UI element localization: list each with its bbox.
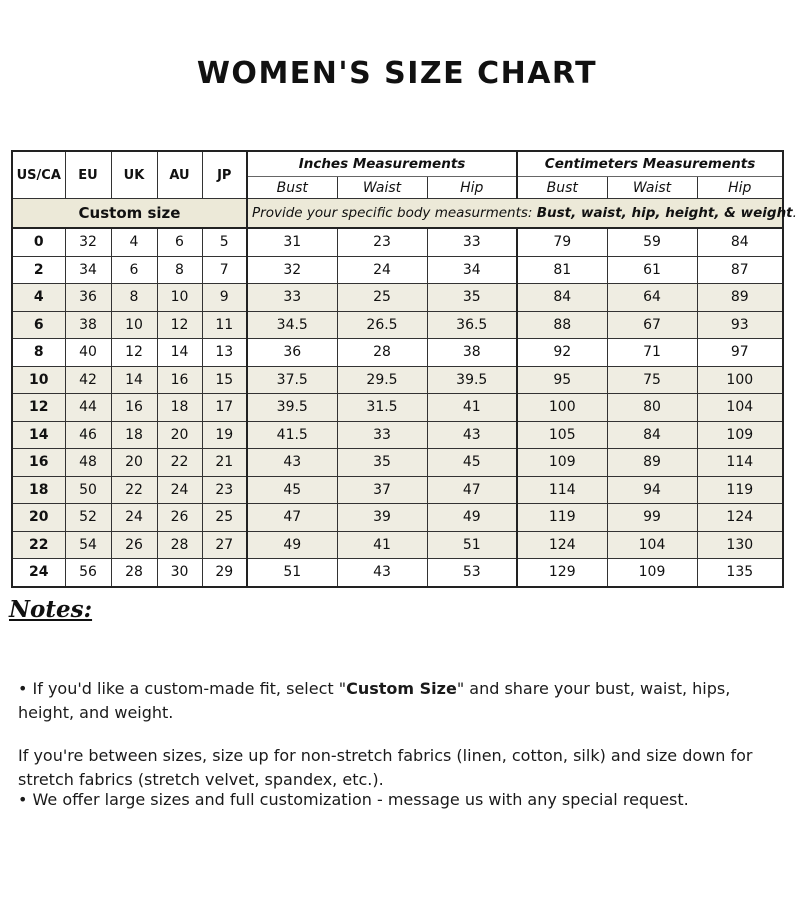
header-eu: EU xyxy=(65,151,111,199)
cell-waist-in: 31.5 xyxy=(337,394,427,422)
table-row xyxy=(12,339,783,367)
cell-us-ca: 10 xyxy=(12,366,65,394)
cell-bust-in: 47 xyxy=(247,504,337,532)
cell-uk: 28 xyxy=(111,559,157,587)
cell-hip-in: 34 xyxy=(427,256,517,284)
cell-us-ca: 18 xyxy=(12,476,65,504)
cell-bust-in: 33 xyxy=(247,284,337,312)
note-custom-fit-after: " and share your bust, waist, hips, height, and weight. xyxy=(18,679,731,722)
cell-waist-in: 23 xyxy=(337,228,427,256)
cell-eu: 48 xyxy=(65,449,111,477)
cell-waist-in: 37 xyxy=(337,476,427,504)
cell-bust-cm: 84 xyxy=(517,284,607,312)
cell-us-ca: 2 xyxy=(12,256,65,284)
custom-size-note-bold: Bust, waist, hip, height, & weight xyxy=(536,205,793,221)
cell-waist-cm: 109 xyxy=(607,559,697,587)
subheader-waist-cm: Waist xyxy=(607,177,697,199)
cell-waist-in: 25 xyxy=(337,284,427,312)
cell-bust-in: 51 xyxy=(247,559,337,587)
cell-eu: 40 xyxy=(65,339,111,367)
cell-hip-cm: 97 xyxy=(697,339,783,367)
subheader-bust-in: Bust xyxy=(247,177,337,199)
cell-jp: 29 xyxy=(202,559,247,587)
cell-us-ca: 8 xyxy=(12,339,65,367)
cell-us-ca: 24 xyxy=(12,559,65,587)
cell-bust-in: 49 xyxy=(247,531,337,559)
custom-size-note xyxy=(247,199,797,229)
cell-hip-in: 36.5 xyxy=(427,311,517,339)
cell-jp: 7 xyxy=(202,256,247,284)
cell-waist-in: 26.5 xyxy=(337,311,427,339)
cell-uk: 12 xyxy=(111,339,157,367)
cell-us-ca: 14 xyxy=(12,421,65,449)
cell-uk: 26 xyxy=(111,531,157,559)
cell-uk: 8 xyxy=(111,284,157,312)
cell-au: 28 xyxy=(157,531,202,559)
cell-waist-in: 35 xyxy=(337,449,427,477)
cell-eu: 54 xyxy=(65,531,111,559)
subheader-hip-cm: Hip xyxy=(697,177,783,199)
note-custom-fit-before: • If you'd like a custom-made fit, select " xyxy=(18,679,347,698)
cell-jp: 23 xyxy=(202,476,247,504)
cell-uk: 18 xyxy=(111,421,157,449)
size-rows xyxy=(12,228,783,587)
cell-au: 20 xyxy=(157,421,202,449)
table-row xyxy=(12,476,783,504)
cell-bust-in: 36 xyxy=(247,339,337,367)
subheader-hip-in: Hip xyxy=(427,177,517,199)
cell-waist-in: 29.5 xyxy=(337,366,427,394)
cell-hip-cm: 104 xyxy=(697,394,783,422)
cell-hip-in: 41 xyxy=(427,394,517,422)
cell-hip-in: 38 xyxy=(427,339,517,367)
header-inches-group: Inches Measurements xyxy=(247,151,517,177)
subheader-bust-cm: Bust xyxy=(517,177,607,199)
size-chart-table xyxy=(11,150,797,588)
cell-hip-in: 43 xyxy=(427,421,517,449)
cell-eu: 46 xyxy=(65,421,111,449)
cell-eu: 56 xyxy=(65,559,111,587)
custom-size-note-suffix: . xyxy=(792,205,797,221)
cell-bust-in: 39.5 xyxy=(247,394,337,422)
cell-bust-cm: 81 xyxy=(517,256,607,284)
cell-hip-cm: 130 xyxy=(697,531,783,559)
cell-us-ca: 22 xyxy=(12,531,65,559)
cell-waist-cm: 84 xyxy=(607,421,697,449)
notes-heading: Notes: xyxy=(9,596,93,623)
cell-uk: 14 xyxy=(111,366,157,394)
cell-au: 24 xyxy=(157,476,202,504)
page-title: WOMEN'S SIZE CHART xyxy=(196,56,598,91)
header-us-ca: US/CA xyxy=(12,151,65,199)
table-row xyxy=(12,256,783,284)
cell-jp: 11 xyxy=(202,311,247,339)
table-row xyxy=(12,421,783,449)
cell-waist-cm: 89 xyxy=(607,449,697,477)
cell-bust-in: 43 xyxy=(247,449,337,477)
cell-au: 10 xyxy=(157,284,202,312)
table-row xyxy=(12,531,783,559)
cell-au: 18 xyxy=(157,394,202,422)
cell-uk: 6 xyxy=(111,256,157,284)
cell-au: 26 xyxy=(157,504,202,532)
cell-bust-cm: 95 xyxy=(517,366,607,394)
cell-bust-cm: 92 xyxy=(517,339,607,367)
cell-hip-in: 45 xyxy=(427,449,517,477)
cell-bust-cm: 79 xyxy=(517,228,607,256)
cell-hip-cm: 93 xyxy=(697,311,783,339)
cell-jp: 25 xyxy=(202,504,247,532)
table-row xyxy=(12,504,783,532)
cell-us-ca: 20 xyxy=(12,504,65,532)
cell-waist-in: 33 xyxy=(337,421,427,449)
cell-au: 30 xyxy=(157,559,202,587)
cell-bust-cm: 109 xyxy=(517,449,607,477)
cell-hip-cm: 124 xyxy=(697,504,783,532)
cell-bust-in: 37.5 xyxy=(247,366,337,394)
note-custom-size-bold: Custom Size xyxy=(346,679,457,698)
table-row xyxy=(12,366,783,394)
cell-waist-in: 39 xyxy=(337,504,427,532)
table-row xyxy=(12,311,783,339)
custom-size-note-prefix: Provide your specific body measurments: xyxy=(252,205,537,221)
cell-eu: 50 xyxy=(65,476,111,504)
cell-jp: 15 xyxy=(202,366,247,394)
cell-bust-cm: 119 xyxy=(517,504,607,532)
cell-hip-in: 47 xyxy=(427,476,517,504)
cell-hip-in: 51 xyxy=(427,531,517,559)
header-jp: JP xyxy=(202,151,247,199)
cell-hip-cm: 119 xyxy=(697,476,783,504)
cell-waist-in: 28 xyxy=(337,339,427,367)
subheader-waist-in: Waist xyxy=(337,177,427,199)
cell-au: 16 xyxy=(157,366,202,394)
cell-bust-cm: 114 xyxy=(517,476,607,504)
cell-eu: 38 xyxy=(65,311,111,339)
cell-waist-in: 43 xyxy=(337,559,427,587)
cell-us-ca: 16 xyxy=(12,449,65,477)
cell-jp: 9 xyxy=(202,284,247,312)
cell-bust-cm: 88 xyxy=(517,311,607,339)
cell-waist-in: 41 xyxy=(337,531,427,559)
header-au: AU xyxy=(157,151,202,199)
cell-waist-cm: 80 xyxy=(607,394,697,422)
cell-hip-in: 33 xyxy=(427,228,517,256)
cell-hip-cm: 87 xyxy=(697,256,783,284)
cell-us-ca: 6 xyxy=(12,311,65,339)
header-uk: UK xyxy=(111,151,157,199)
cell-eu: 32 xyxy=(65,228,111,256)
cell-waist-cm: 67 xyxy=(607,311,697,339)
custom-size-label: Custom size xyxy=(12,199,247,229)
table-row xyxy=(12,228,783,256)
cell-hip-cm: 100 xyxy=(697,366,783,394)
cell-hip-cm: 114 xyxy=(697,449,783,477)
cell-uk: 24 xyxy=(111,504,157,532)
cell-hip-in: 39.5 xyxy=(427,366,517,394)
cell-jp: 27 xyxy=(202,531,247,559)
cell-bust-in: 45 xyxy=(247,476,337,504)
cell-jp: 21 xyxy=(202,449,247,477)
cell-eu: 42 xyxy=(65,366,111,394)
cell-hip-cm: 135 xyxy=(697,559,783,587)
cell-bust-cm: 100 xyxy=(517,394,607,422)
cell-jp: 5 xyxy=(202,228,247,256)
cell-bust-in: 41.5 xyxy=(247,421,337,449)
cell-au: 6 xyxy=(157,228,202,256)
cell-jp: 17 xyxy=(202,394,247,422)
cell-hip-cm: 89 xyxy=(697,284,783,312)
cell-uk: 20 xyxy=(111,449,157,477)
cell-au: 14 xyxy=(157,339,202,367)
header-row xyxy=(12,151,783,177)
table-row xyxy=(12,449,783,477)
cell-uk: 4 xyxy=(111,228,157,256)
cell-waist-cm: 75 xyxy=(607,366,697,394)
cell-uk: 16 xyxy=(111,394,157,422)
cell-eu: 36 xyxy=(65,284,111,312)
cell-waist-cm: 104 xyxy=(607,531,697,559)
note-large-sizes: • We offer large sizes and full customization - message us with any special request. xyxy=(18,790,689,809)
cell-eu: 34 xyxy=(65,256,111,284)
cell-waist-cm: 59 xyxy=(607,228,697,256)
cell-bust-in: 31 xyxy=(247,228,337,256)
cell-hip-in: 35 xyxy=(427,284,517,312)
cell-jp: 13 xyxy=(202,339,247,367)
table-row xyxy=(12,559,783,587)
note-custom-fit xyxy=(18,677,788,725)
cell-us-ca: 0 xyxy=(12,228,65,256)
cell-bust-in: 32 xyxy=(247,256,337,284)
cell-au: 12 xyxy=(157,311,202,339)
header-centimeters-group: Centimeters Measurements xyxy=(517,151,783,177)
cell-us-ca: 12 xyxy=(12,394,65,422)
cell-hip-in: 49 xyxy=(427,504,517,532)
cell-waist-cm: 61 xyxy=(607,256,697,284)
cell-waist-in: 24 xyxy=(337,256,427,284)
cell-eu: 52 xyxy=(65,504,111,532)
cell-bust-cm: 129 xyxy=(517,559,607,587)
cell-us-ca: 4 xyxy=(12,284,65,312)
cell-bust-cm: 124 xyxy=(517,531,607,559)
table-row xyxy=(12,284,783,312)
cell-hip-cm: 84 xyxy=(697,228,783,256)
cell-waist-cm: 94 xyxy=(607,476,697,504)
table-row xyxy=(12,394,783,422)
cell-waist-cm: 99 xyxy=(607,504,697,532)
cell-hip-cm: 109 xyxy=(697,421,783,449)
cell-waist-cm: 64 xyxy=(607,284,697,312)
cell-waist-cm: 71 xyxy=(607,339,697,367)
cell-hip-in: 53 xyxy=(427,559,517,587)
cell-bust-in: 34.5 xyxy=(247,311,337,339)
cell-jp: 19 xyxy=(202,421,247,449)
cell-au: 8 xyxy=(157,256,202,284)
cell-eu: 44 xyxy=(65,394,111,422)
cell-uk: 10 xyxy=(111,311,157,339)
note-between-sizes: If you're between sizes, size up for non-stretch fabrics (linen, cotton, silk) and size down for stretch fabrics (stretch velvet, spandex, etc.). xyxy=(18,746,753,789)
cell-bust-cm: 105 xyxy=(517,421,607,449)
cell-uk: 22 xyxy=(111,476,157,504)
custom-size-row xyxy=(12,199,783,229)
cell-au: 22 xyxy=(157,449,202,477)
